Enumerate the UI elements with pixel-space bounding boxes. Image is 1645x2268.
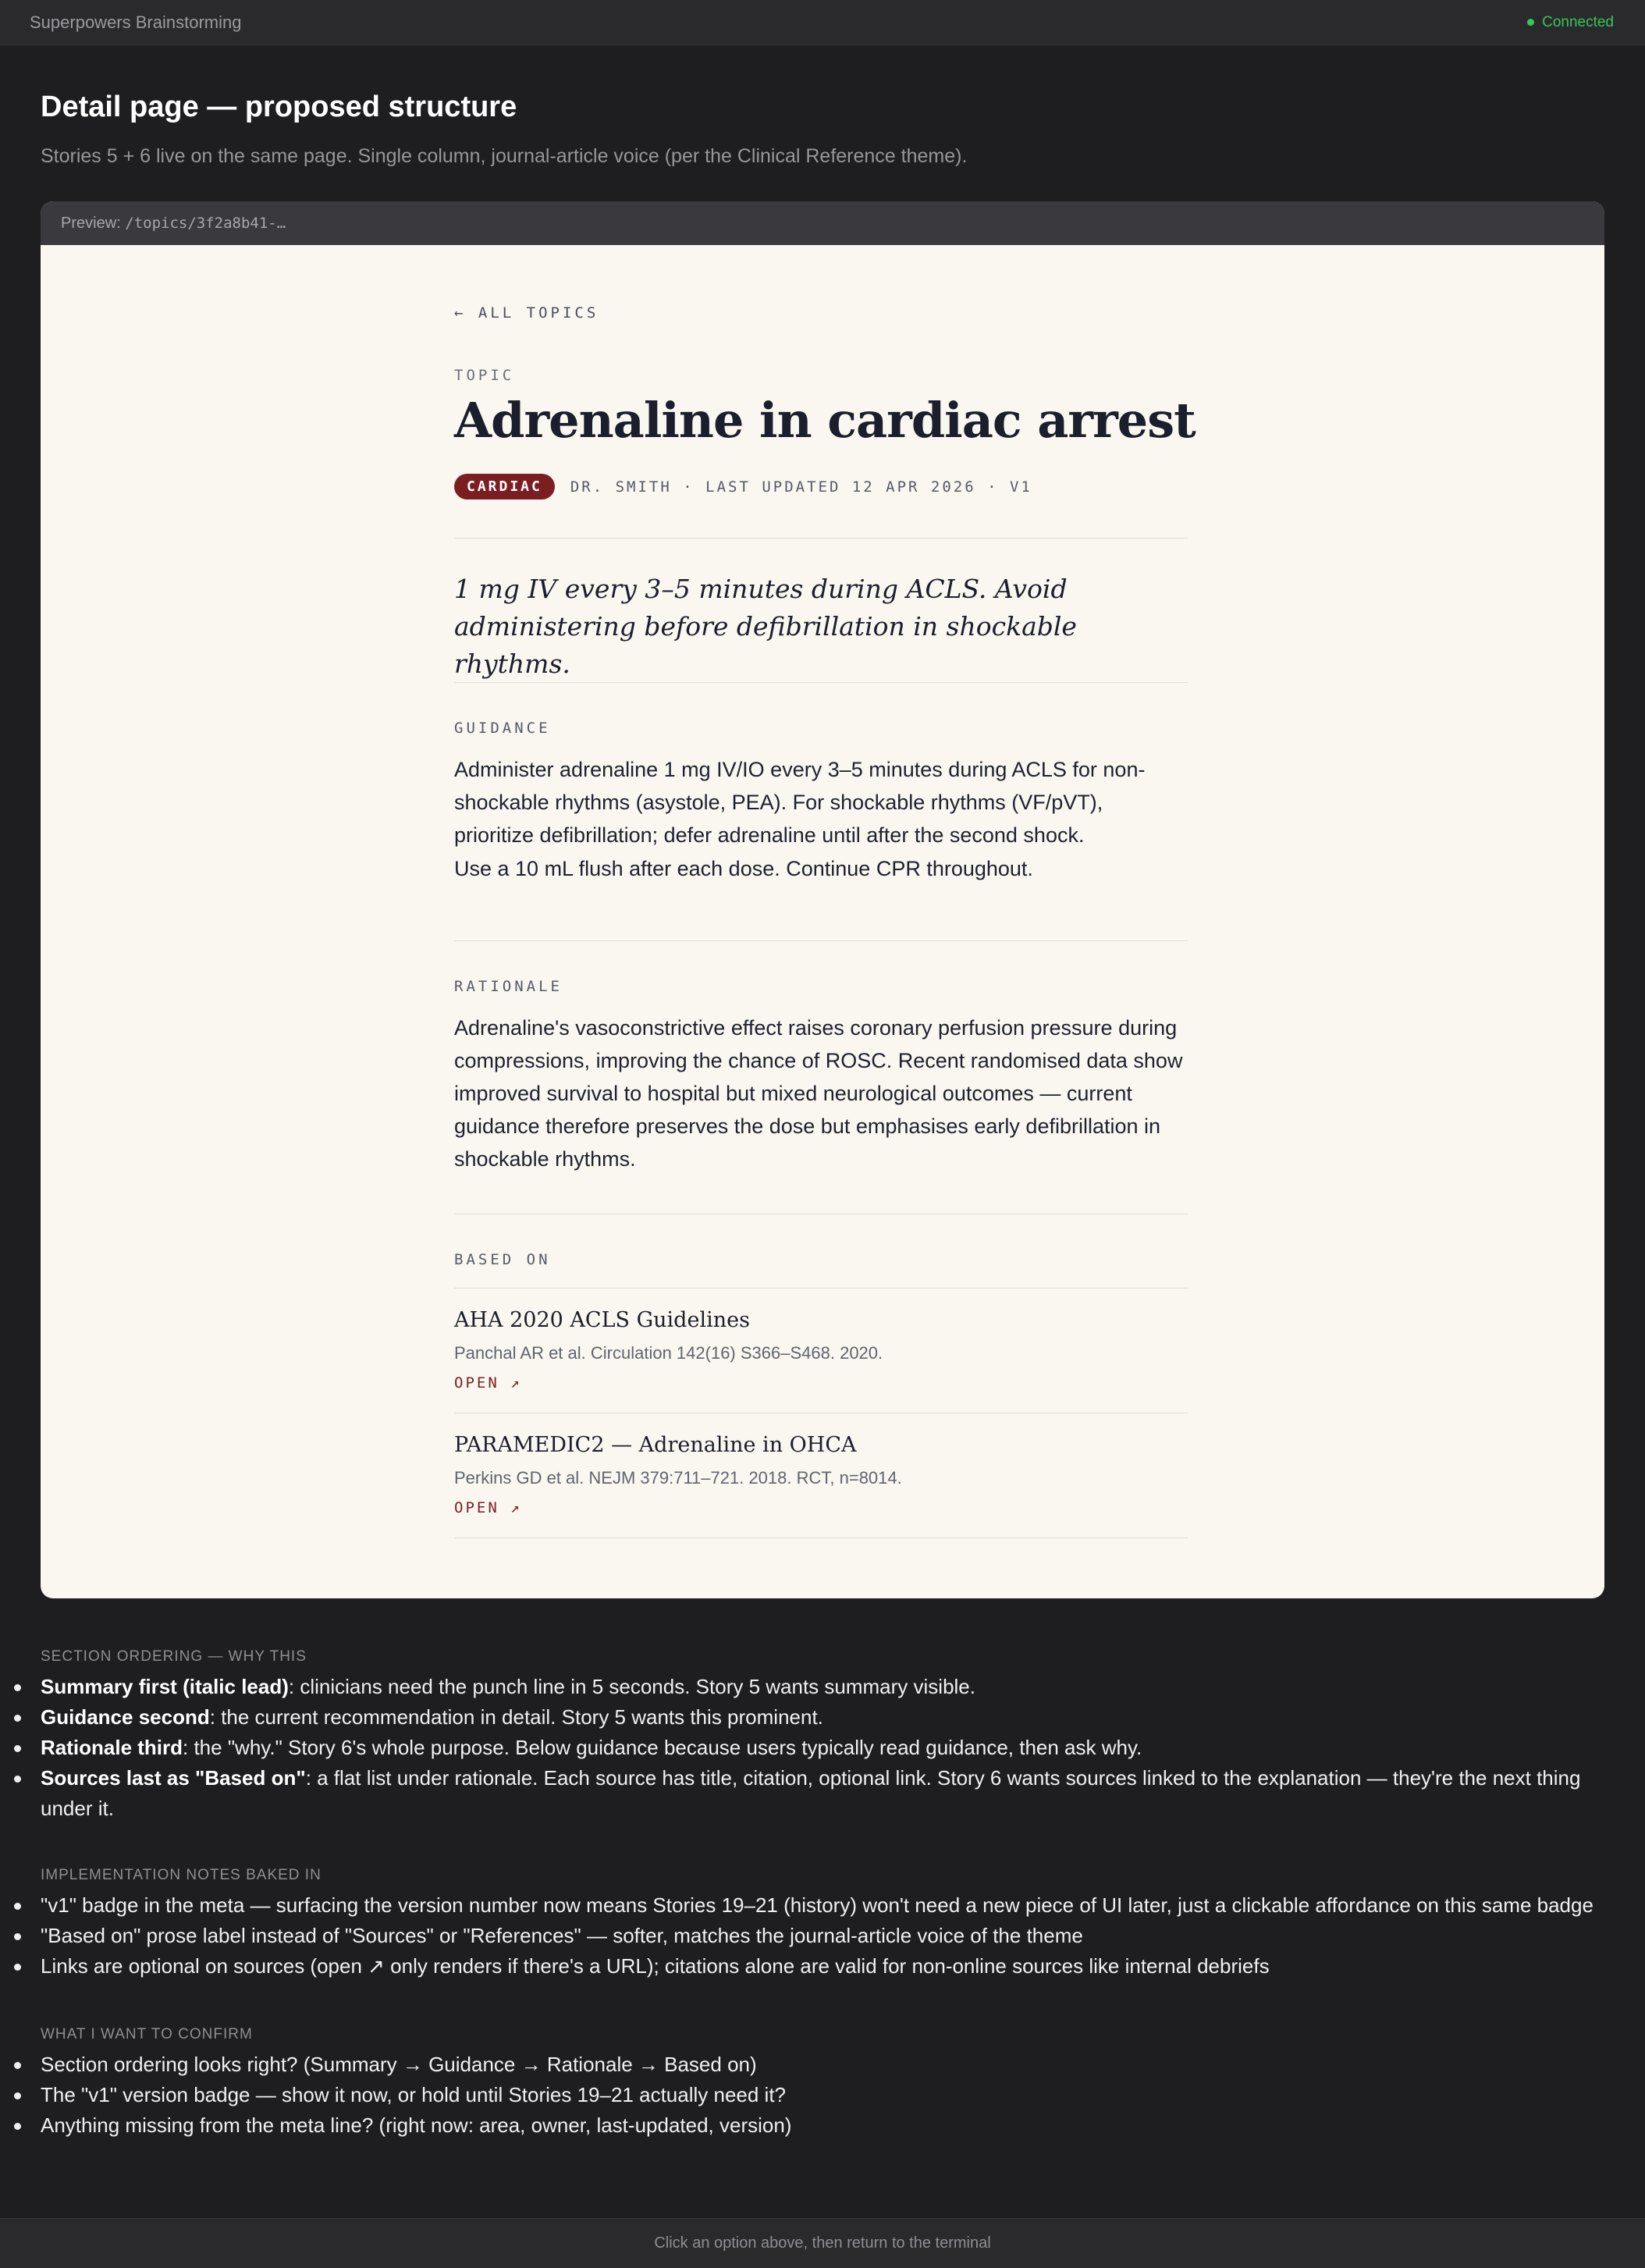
source-citation: Panchal AR et al. Circulation 142(16) S366–S468. 2020. (454, 1343, 883, 1363)
app-title: Superpowers Brainstorming (30, 12, 242, 32)
implementation-notes (41, 1867, 1609, 1982)
rationale-paragraph: Adrenaline's vasoconstrictive effect raises coronary perfusion pressure during compressions, improving the chance of ROSC. Recent randomised data show improved survival to hospital but mixed neurological outcomes — current guidance therefore preserves the dose but emphasises early defibrillation in shockable rhythms. (454, 1016, 1183, 1171)
divider (454, 682, 1188, 683)
list-item (41, 1733, 1609, 1763)
source-citation: Perkins GD et al. NEJM 379:711–721. 2018. RCT, n=8014. (454, 1468, 902, 1488)
preview-frame (41, 201, 1604, 1598)
list-item: "v1" badge in the meta — surfacing the version number now means Stories 19–21 (history) won't need a new piece of UI later, just a clickable affordance on this same badge (41, 1890, 1609, 1921)
top-bar (0, 0, 1645, 45)
guidance-label: GUIDANCE (454, 720, 551, 737)
summary-lead: 1 mg IV every 3–5 minutes during ACLS. Avoid administering before defibrillation in shockable rhythms. (454, 574, 1077, 679)
divider (454, 1288, 1188, 1289)
status-text: Connected (1542, 13, 1614, 30)
notes-heading: WHAT I WANT TO CONFIRM (41, 2026, 253, 2042)
ordering-list (41, 1672, 1609, 1824)
connection-status (1527, 14, 1614, 31)
ordering-notes (41, 1648, 1609, 1824)
source-open-link[interactable]: OPEN ↗ (454, 1499, 522, 1516)
page-subtitle: Stories 5 + 6 live on the same page. Single column, journal-article voice (per the Clinical Reference theme). (41, 145, 968, 167)
preview-bar (41, 201, 1604, 245)
item-bold: Guidance second (41, 1705, 210, 1729)
divider (454, 1537, 1188, 1538)
source-open-link[interactable]: OPEN ↗ (454, 1374, 522, 1392)
source-title: AHA 2020 ACLS Guidelines (454, 1308, 750, 1332)
preview-label: Preview: (61, 214, 121, 232)
divider (454, 538, 1188, 539)
page-title: Detail page — proposed structure (41, 91, 517, 123)
list-item: Links are optional on sources (open ↗ only renders if there's a URL); citations alone are valid for non-online sources like internal debriefs (41, 1951, 1609, 1982)
confirm-notes (41, 2026, 1609, 2141)
notes-heading: SECTION ORDERING — WHY THIS (41, 1648, 307, 1665)
source-item (454, 1433, 1188, 1516)
based-on-label: BASED ON (454, 1251, 551, 1268)
item-text: : the "why." Story 6's whole purpose. Below guidance because users typically read guidance, then ask why. (183, 1736, 1142, 1759)
list-item: Section ordering looks right? (Summary → Guidance → Rationale → Based on) (41, 2049, 1609, 2080)
guidance-paragraph: Administer adrenaline 1 mg IV/IO every 3–5 minutes during ACLS for non-shockable rhythms (asystole, PEA). For shockable rhythms (VF/pVT), prioritize defibrillation; defer adrenaline until after the second shock. (454, 758, 1146, 847)
confirm-list (41, 2049, 1609, 2141)
footer-hint: Click an option above, then return to the terminal (654, 2234, 991, 2252)
guidance-paragraph: Use a 10 mL flush after each dose. Continue CPR throughout. (454, 857, 1033, 880)
article-title: Adrenaline in cardiac arrest (454, 392, 1196, 449)
back-link[interactable]: ← ALL TOPICS (454, 304, 599, 322)
item-text: : a flat list under rationale. Each source has title, citation, optional link. Story 6 wants sources linked to the explanation — they're the next thing under it. (41, 1766, 1581, 1820)
list-item (41, 1763, 1609, 1824)
footer-bar (0, 2218, 1645, 2268)
item-text: : the current recommendation in detail. Story 5 wants this prominent. (209, 1705, 823, 1729)
list-item: Anything missing from the meta line? (right now: area, owner, last-updated, version) (41, 2110, 1609, 2141)
notes-heading: IMPLEMENTATION NOTES BAKED IN (41, 1867, 322, 1883)
list-item: "Based on" prose label instead of "Sources" or "References" — softer, matches the journal-article voice of the theme (41, 1921, 1609, 1951)
source-title: PARAMEDIC2 — Adrenaline in OHCA (454, 1433, 857, 1457)
topic-label: TOPIC (454, 367, 515, 384)
list-item (41, 1672, 1609, 1702)
rationale-label: RATIONALE (454, 978, 563, 995)
preview-path: /topics/3f2a8b41-… (125, 215, 286, 232)
implementation-list (41, 1890, 1609, 1982)
item-bold: Summary first (italic lead) (41, 1675, 289, 1698)
meta-text: DR. SMITH · LAST UPDATED 12 APR 2026 · V1 (570, 478, 1032, 496)
area-badge: CARDIAC (454, 474, 555, 499)
item-text: : clinicians need the punch line in 5 seconds. Story 5 wants summary visible. (288, 1675, 975, 1698)
list-item (41, 1702, 1609, 1733)
list-item: The "v1" version badge — show it now, or hold until Stories 19–21 actually need it? (41, 2080, 1609, 2110)
item-bold: Rationale third (41, 1736, 183, 1759)
divider (454, 940, 1188, 941)
meta-line (454, 474, 1032, 499)
item-bold: Sources last as "Based on" (41, 1766, 306, 1790)
status-dot-icon (1527, 19, 1534, 26)
source-item (454, 1308, 1188, 1392)
